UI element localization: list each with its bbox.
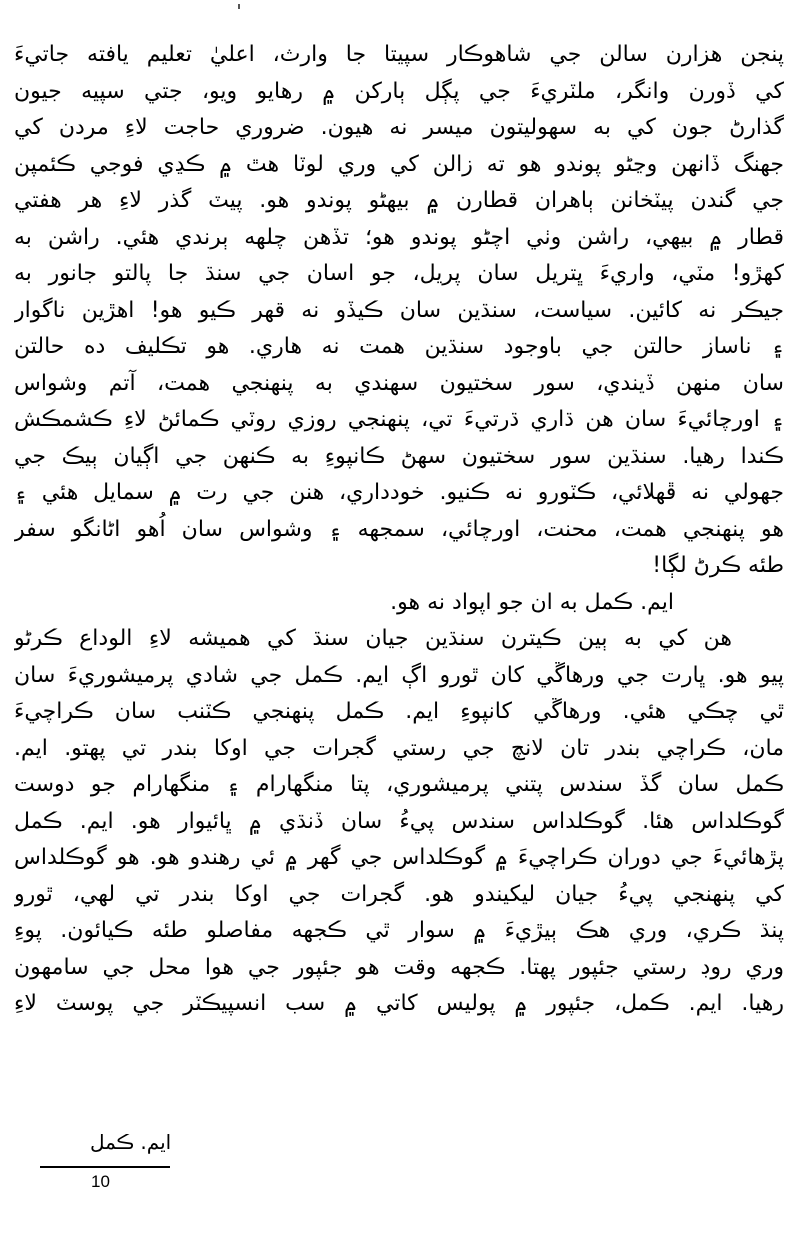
text-line: ڪندا رهيا. سنڌين سور سختيون سهڻ ڪانپوءِ به ڪنهن جي اڳيان ٻيڪ جي [14, 443, 784, 469]
running-footer-author: ايم. ڪمل [90, 1130, 172, 1154]
text-line: ۽ ناساز حالتن جي باوجود سنڌين همت نه هاري. هو تڪليف ده حالتن [14, 334, 784, 359]
text-line: هو پنهنجي همت، محنت، اورچائي، سمجهه ۽ وشواس سان اُهو اڻانگو سفر [14, 516, 784, 542]
text-line: ٿي چڪي هئي. ورهاڱي کانپوءِ ايم. ڪمل پنهنجي ڪٽنب سان ڪراچيءَ [14, 699, 784, 724]
body-text [14, 37, 784, 1023]
text-line: سان منهن ڏيندي، سور سختيون سهندي به پنهنجي همت، آتم وشواس [14, 370, 784, 396]
text-line: جي گندن پيٽخانن ٻاهران قطارن ۾ بيهڻو پوندو هو. پيٽ گذر لاءِ هر هفتي [14, 188, 784, 213]
text-line: وري روڊ رستي جئپور پهتا. ڪجهه وقت هو جئپور جي هوا محل جي سامهون [14, 954, 784, 980]
text-line: پيو هو. ڀارت جي ورهاڱي کان ٿورو اڳ ايم. ڪمل جي شادي پرميشوريءَ سان [14, 662, 784, 688]
text-line: کي ڏورن وانگر، ملٽريءَ جي پڳل ٻارکن ۾ رهايو ويو، جتي سپيه جيون [14, 78, 784, 104]
text-line: گذارڻ جون کي به سهوليتون ميسر نه هيون. ضروري حاجت لاءِ مردن کي [14, 115, 784, 140]
text-line: پنجن هزارن سالن جي شاهوڪار سپيتا جا وارث، اعليٰ تعليم يافته جاتيءَ [14, 42, 784, 67]
text-line: ايم. ڪمل به ان جو اپواد نه هو. [390, 589, 674, 615]
text-line: قطار ۾ بيهي، راشن وٺي اچڻو پوندو هو؛ تڏهن چلهه ٻرندي هئي. راشن به [14, 224, 784, 250]
text-line: کهڙو! مٽي، واريءَ ڀتريل سان پريل، جو اسان جي سنڌ جا پالتو جانور به [14, 261, 784, 286]
text-line: پنڌ ڪري، وري هڪ ٻيڙيءَ ۾ سوار ٿي ڪجهه مفاصلو طئه ڪيائون. پوءِ [14, 918, 784, 943]
text-line: رهيا. ايم. ڪمل، جئپور ۾ پوليس کاتي ۾ سب انسپيڪٽر جي پوسٽ لاءِ [14, 991, 784, 1016]
text-line: جهنگ ڏانهن وڃڻو پوندو هو ته زالن کي وري لوٽا هٿ ۾ ڪڍي فوجي ڪئمپن [14, 151, 784, 177]
text-line: جهولي نه ڦهلائي، ڪٽورو نه ڪنيو. خودداري، هنن جي رت ۾ سمايل هئي ۽ [14, 480, 784, 505]
text-line: ۽ اورچائيءَ سان هن ڌاري ڌرتيءَ تي، پنهنجي روزي روٽي ڪمائڻ لاءِ ڪشمڪش [14, 407, 784, 432]
text-line: مان، ڪراچي بندر تان لانچ جي رستي گجرات جي اوکا بندر تي پهتو. ايم. [14, 735, 784, 761]
text-line: هن کي به ٻين ڪيترن سنڌين جيان سنڌ کي هميشه لاءِ الوداع ڪرڻو [14, 626, 732, 651]
footer-rule [40, 1166, 170, 1168]
text-line: کي پنهنجي پيءُ جيان ليکيندو هو. گجرات جي اوکا بندر تي لهي، ٿورو [14, 881, 784, 907]
text-line: ڪمل سان گڏ سندس پتني پرميشوري، پتا منگهارام ۽ منگهارام جو دوست [14, 772, 784, 797]
text-line: پڙهائيءَ جي دوران ڪراچيءَ ۾ گوڪلداس جي گهر ۾ ئي رهندو هو. هو گوڪلداس [14, 845, 784, 870]
scan-mark [238, 4, 240, 9]
page-number: 10 [91, 1172, 110, 1191]
text-line: گوڪلداس هئا. گوڪلداس سندس پيءُ سان ڏنڌي ۾ ڀائيوار هو. ايم. ڪمل [14, 808, 784, 834]
text-line: جيڪر نه کائين. سياست، سنڌين سان ڪيڏو نه قهر ڪيو هو! اهڙين ناگوار [14, 297, 784, 323]
text-line: طئه ڪرڻ لڳا! [652, 553, 784, 578]
